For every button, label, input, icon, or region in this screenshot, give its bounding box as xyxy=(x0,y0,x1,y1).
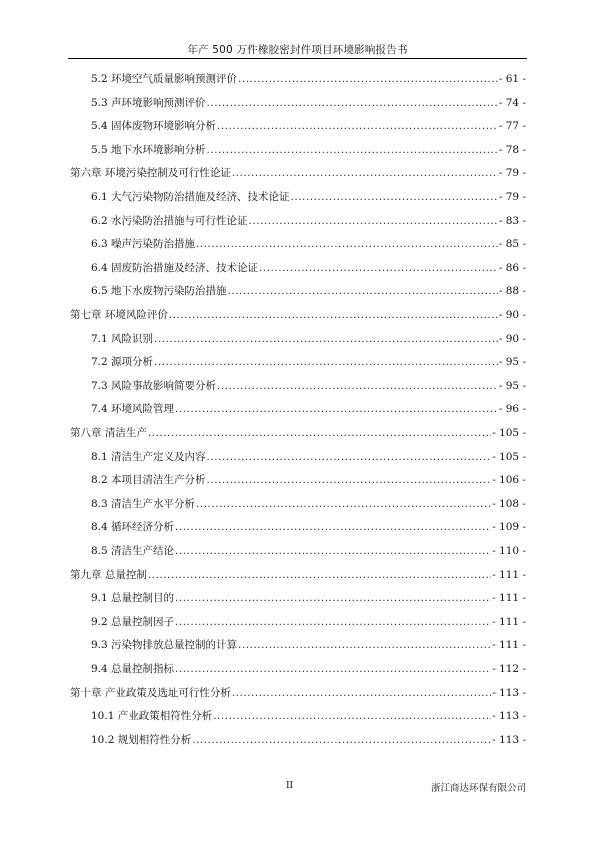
toc-entry-title: 7.1 风险识别 xyxy=(91,332,154,345)
toc-leader-dots xyxy=(148,568,491,582)
toc-leader-dots xyxy=(217,119,498,133)
toc-leader-dots xyxy=(238,638,491,652)
toc-entry[interactable] xyxy=(91,591,526,605)
toc-entry[interactable] xyxy=(91,96,526,110)
toc-entry[interactable] xyxy=(91,190,526,204)
toc-entry-page: - 113 - xyxy=(492,733,526,746)
toc-entry-title: 8.5 清洁生产结论 xyxy=(91,545,175,557)
toc-entry-page: - 79 - xyxy=(498,191,526,203)
toc-entry[interactable] xyxy=(91,520,526,534)
toc-leader-dots xyxy=(232,166,498,180)
toc-entry-page: - 109 - xyxy=(492,521,526,534)
toc-entry-title: 8.3 清洁生产水平分析 xyxy=(91,497,196,510)
toc-entry[interactable] xyxy=(91,143,526,157)
toc-entry[interactable] xyxy=(91,450,526,464)
toc-entry-title: 5.3 声环境影响预测评价 xyxy=(91,96,206,109)
toc-leader-dots xyxy=(213,709,491,723)
toc-leader-dots xyxy=(154,332,498,346)
toc-entry[interactable] xyxy=(91,332,526,346)
toc-entry-page: - 88 - xyxy=(498,285,526,298)
toc-entry[interactable] xyxy=(70,686,526,700)
toc-entry-page: - 111 - xyxy=(492,592,526,605)
toc-entry-page: - 110 - xyxy=(492,545,526,557)
toc-leader-dots xyxy=(291,190,498,204)
toc-leader-dots xyxy=(217,379,498,393)
toc-entry-title: 10.1 产业政策相符性分析 xyxy=(91,710,213,723)
toc-leader-dots xyxy=(175,520,491,534)
toc-entry-page: - 78 - xyxy=(498,143,526,156)
toc-leader-dots xyxy=(169,308,498,322)
toc-entry-title: 第八章 清洁生产 xyxy=(70,427,147,439)
toc-entry-page: - 111 - xyxy=(492,615,526,628)
toc-entry-title: 6.1 大气污染物防治措施及经济、技术论证 xyxy=(91,191,290,203)
toc-entry-page: - 85 - xyxy=(498,238,526,251)
toc-entry-page: - 96 - xyxy=(498,403,526,416)
toc-leader-dots xyxy=(232,686,491,700)
toc-entry[interactable] xyxy=(91,119,526,133)
toc-entry-page: - 61 - xyxy=(498,73,526,85)
toc-entry[interactable] xyxy=(91,733,526,747)
toc-entry-page: - 90 - xyxy=(498,332,526,345)
toc-entry[interactable] xyxy=(91,214,526,228)
toc-entry-page: - 105 - xyxy=(492,450,526,463)
header-divider xyxy=(68,58,527,59)
toc-entry-page: - 111 - xyxy=(492,639,526,652)
footer-page-number: II xyxy=(286,781,294,791)
toc-entry[interactable] xyxy=(91,355,526,369)
toc-leader-dots xyxy=(207,450,492,464)
toc-leader-dots xyxy=(207,143,498,157)
page-header-title: 年产 500 万件橡胶密封件项目环境影响报告书 xyxy=(187,44,408,56)
toc-entry-page: - 90 - xyxy=(498,309,526,321)
toc-entry-title: 5.4 固体废物环境影响分析 xyxy=(91,120,217,133)
toc-leader-dots xyxy=(148,426,491,440)
toc-entry-page: - 74 - xyxy=(498,96,526,109)
toc-entry-page: - 108 - xyxy=(492,497,526,510)
toc-entry[interactable] xyxy=(70,308,526,322)
toc-entry-title: 8.2 本项目清洁生产分析 xyxy=(91,474,206,487)
toc-leader-dots xyxy=(175,662,491,676)
toc-entry-page: - 83 - xyxy=(498,214,526,227)
toc-entry[interactable] xyxy=(91,237,526,251)
toc-entry-title: 9.4 总量控制指标 xyxy=(91,663,175,675)
toc-entry-title: 6.5 地下水废物污染防治措施 xyxy=(91,285,227,298)
toc-entry-title: 第十章 产业政策及选址可行性分析 xyxy=(70,686,231,699)
toc-entry-title: 9.2 总量控制因子 xyxy=(91,615,175,628)
toc-entry-title: 10.2 规划相符性分析 xyxy=(91,733,192,746)
toc-entry-page: - 79 - xyxy=(498,167,526,180)
toc-entry-page: - 86 - xyxy=(498,261,526,274)
toc-entry[interactable] xyxy=(91,638,526,652)
toc-leader-dots xyxy=(175,615,491,629)
toc-leader-dots xyxy=(196,497,491,511)
toc-entry-title: 8.4 循环经济分析 xyxy=(91,521,175,534)
toc-entry-title: 7.2 源项分析 xyxy=(91,356,154,369)
toc-entry[interactable] xyxy=(91,402,526,416)
toc-entry-title: 6.3 噪声污染防治措施 xyxy=(91,238,196,251)
toc-leader-dots xyxy=(175,402,498,416)
toc-entry-title: 9.3 污染物排放总量控制的计算 xyxy=(91,639,238,652)
toc-leader-dots xyxy=(175,544,491,558)
toc-entry-title: 8.1 清洁生产定义及内容 xyxy=(91,450,206,463)
toc-leader-dots xyxy=(154,355,498,369)
toc-entry[interactable] xyxy=(91,261,526,275)
toc-entry[interactable] xyxy=(70,568,526,582)
toc-entry[interactable] xyxy=(91,473,526,487)
toc-entry[interactable] xyxy=(91,615,526,629)
toc-entry-page: - 106 - xyxy=(492,474,526,487)
toc-entry-page: - 105 - xyxy=(492,427,526,439)
toc-entry-title: 第七章 环境风险评价 xyxy=(70,309,168,321)
toc-entry-title: 第九章 总量控制 xyxy=(70,568,147,581)
toc-entry-page: - 113 - xyxy=(492,710,526,723)
toc-entry-title: 7.4 环境风险管理 xyxy=(91,403,175,416)
toc-leader-dots xyxy=(175,591,491,605)
footer-company-name: 浙江商达环保有限公司 xyxy=(430,783,526,794)
toc-entry-title: 7.3 风险事故影响简要分析 xyxy=(91,379,217,392)
toc-leader-dots xyxy=(207,96,498,110)
toc-entry-title: 6.4 固废防治措施及经济、技术论证 xyxy=(91,261,259,274)
toc-entry-page: - 95 - xyxy=(498,379,526,392)
toc-leader-dots xyxy=(192,733,491,747)
toc-leader-dots xyxy=(249,214,498,228)
toc-entry-page: - 113 - xyxy=(492,686,526,699)
toc-entry[interactable] xyxy=(91,709,526,723)
toc-entry[interactable] xyxy=(91,72,526,86)
toc-entry-page: - 112 - xyxy=(492,663,526,675)
toc-entry[interactable] xyxy=(91,662,526,676)
toc-entry-title: 5.2 环境空气质量影响预测评价 xyxy=(91,73,238,85)
toc-leader-dots xyxy=(238,72,498,86)
toc-entry-title: 6.2 水污染防治措施与可行性论证 xyxy=(91,214,248,227)
toc-entry[interactable] xyxy=(91,284,526,298)
toc-entry-page: - 95 - xyxy=(498,356,526,369)
toc-entry[interactable] xyxy=(91,497,526,511)
toc-entry[interactable] xyxy=(91,544,526,558)
toc-leader-dots xyxy=(259,261,498,275)
toc-entry-page: - 111 - xyxy=(492,568,526,581)
toc-entry[interactable] xyxy=(91,379,526,393)
toc-entry[interactable] xyxy=(70,426,526,440)
toc-leader-dots xyxy=(228,284,498,298)
toc-entry-title: 9.1 总量控制目的 xyxy=(91,592,175,605)
toc-leader-dots xyxy=(196,237,498,251)
toc-leader-dots xyxy=(207,473,492,487)
toc-entry[interactable] xyxy=(70,166,526,180)
toc-entry-page: - 77 - xyxy=(498,120,526,133)
toc-entry-title: 5.5 地下水环境影响分析 xyxy=(91,143,206,156)
toc-entry-title: 第六章 环境污染控制及可行性论证 xyxy=(70,167,231,180)
